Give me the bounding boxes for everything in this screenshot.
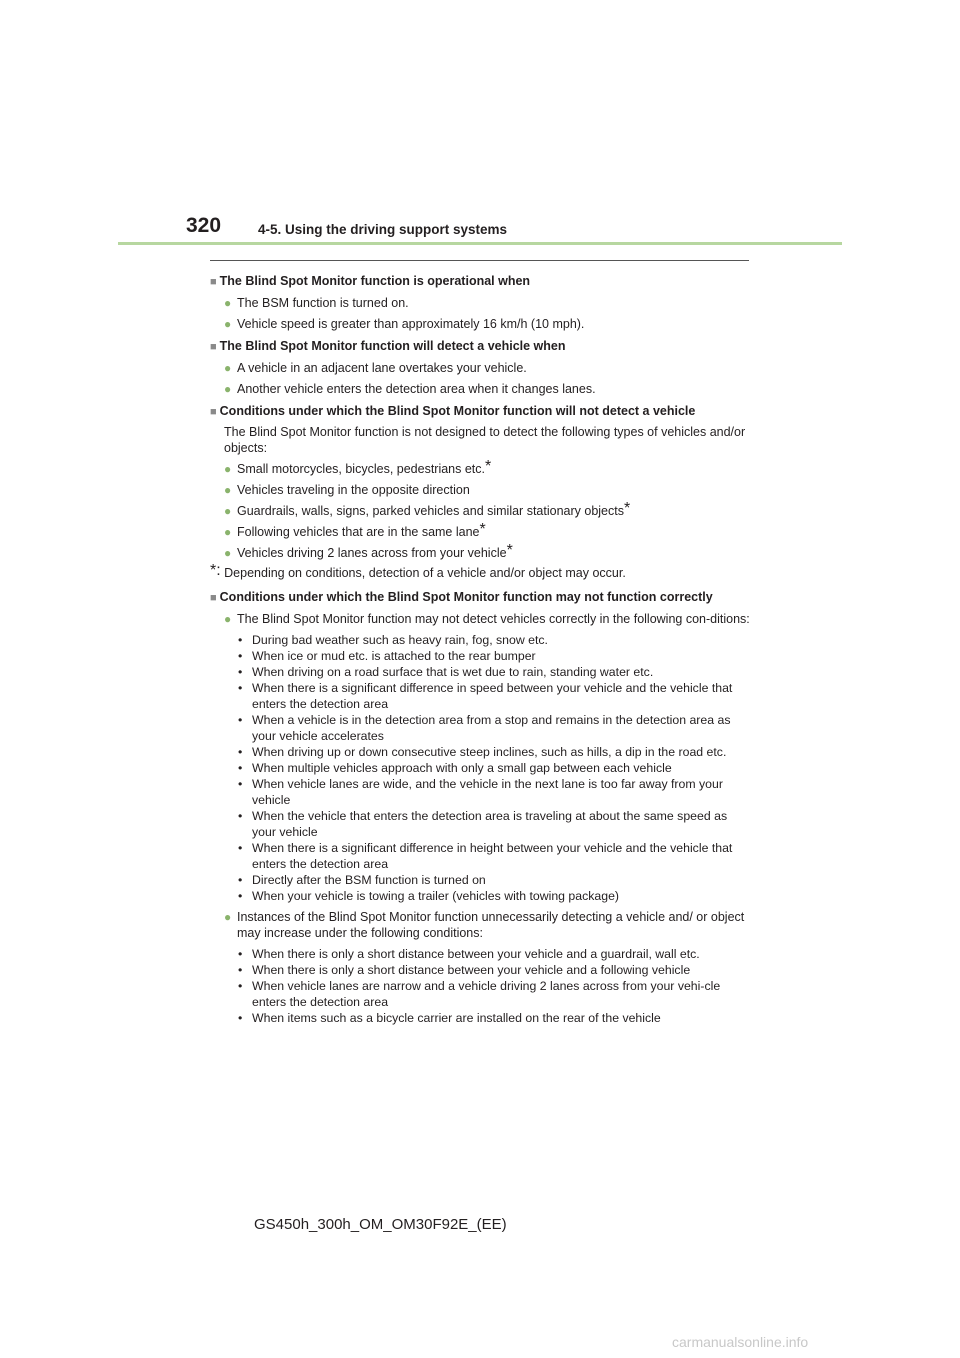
section-intro: The Blind Spot Monitor function is not designed to detect the following types of vehicles and/or objects: (224, 425, 746, 455)
page-content (210, 270, 750, 1028)
square-bullet-icon: ■ (210, 341, 217, 353)
list-item: • When there is only a short distance between your vehicle and a following vehicle (238, 963, 691, 977)
dot-bullet-icon: • (238, 713, 243, 727)
circle-bullet-icon: ● (224, 910, 232, 924)
list-item: • When vehicle lanes are wide, and the vehicle in the next lane is too far away from your vehicle (238, 777, 723, 807)
document-code: GS450h_300h_OM_OM30F92E_(EE) (254, 1216, 507, 1233)
bullet-item: ● Another vehicle enters the detection area when it changes lanes. (224, 382, 596, 396)
circle-bullet-icon: ● (224, 361, 232, 375)
section-divider (210, 260, 749, 261)
chapter-title: 4-5. Using the driving support systems (258, 222, 508, 237)
footnote-mark: *: (210, 562, 221, 579)
section-heading-detect: ■ The Blind Spot Monitor function will detect a vehicle when (210, 339, 566, 353)
square-bullet-icon: ■ (210, 592, 217, 604)
dot-bullet-icon: • (238, 633, 243, 647)
section-heading-not-function: ■ Conditions under which the Blind Spot Monitor function may not function correctly (210, 590, 713, 604)
bullet-item: ● Vehicle speed is greater than approximately 16 km/h (10 mph). (224, 317, 585, 331)
asterisk-mark: * (485, 458, 492, 475)
circle-bullet-icon: ● (224, 483, 232, 497)
list-item: • When there is a significant difference in speed between your vehicle and the vehicle that enters the detection area (238, 681, 733, 711)
dot-bullet-icon: • (238, 873, 243, 887)
dot-bullet-icon: • (238, 947, 243, 961)
bullet-item: ● Vehicles driving 2 lanes across from your vehicle* (224, 542, 513, 560)
bullet-item: ● The BSM function is turned on. (224, 296, 409, 310)
dot-bullet-icon: • (238, 649, 243, 663)
list-item: • When driving up or down consecutive steep inclines, such as hills, a dip in the road etc. (238, 745, 727, 759)
list-item: • When multiple vehicles approach with only a small gap between each vehicle (238, 761, 672, 775)
asterisk-mark: * (506, 542, 513, 559)
list-item: • When ice or mud etc. is attached to the rear bumper (238, 649, 536, 663)
dot-bullet-icon: • (238, 745, 243, 759)
list-item: • When driving on a road surface that is wet due to rain, standing water etc. (238, 665, 654, 679)
watermark: carmanualsonline.info (672, 1334, 809, 1350)
dot-bullet-icon: • (238, 681, 243, 695)
circle-bullet-icon: ● (224, 462, 232, 476)
circle-bullet-icon: ● (224, 612, 232, 626)
dot-bullet-icon: • (238, 889, 243, 903)
header-rule (118, 242, 842, 245)
asterisk-mark: * (479, 521, 486, 538)
circle-bullet-icon: ● (224, 296, 232, 310)
bullet-item: ● Guardrails, walls, signs, parked vehicles and similar stationary objects* (224, 500, 631, 518)
list-item: • When there is a significant difference in height between your vehicle and the vehicle that enters the detection area (238, 841, 733, 871)
square-bullet-icon: ■ (210, 276, 217, 288)
circle-bullet-icon: ● (224, 546, 232, 560)
dot-bullet-icon: • (238, 777, 243, 791)
dot-bullet-icon: • (238, 665, 243, 679)
page-number: 320 (186, 214, 222, 237)
circle-bullet-icon: ● (224, 504, 232, 518)
dot-bullet-icon: • (238, 809, 243, 823)
circle-bullet-icon: ● (224, 382, 232, 396)
square-bullet-icon: ■ (210, 406, 217, 418)
bullet-item: ● The Blind Spot Monitor function may not detect vehicles correctly in the following con-ditions: (224, 612, 750, 626)
asterisk-mark: * (623, 500, 631, 517)
section-heading-operational: ■ The Blind Spot Monitor function is operational when (210, 274, 531, 288)
list-item: • During bad weather such as heavy rain, fog, snow etc. (238, 633, 548, 647)
bullet-item: ● Small motorcycles, bicycles, pedestrians etc.* (224, 458, 492, 476)
list-item: • When the vehicle that enters the detection area is traveling at about the same speed as your vehicle (238, 809, 728, 839)
bullet-item: ● Following vehicles that are in the same lane* (224, 521, 486, 539)
condition-list-b (238, 946, 750, 1026)
condition-list-a (238, 632, 750, 904)
bullet-item: ● Instances of the Blind Spot Monitor function unnecessarily detecting a vehicle and/ or object may increase under the following conditions: (224, 910, 745, 940)
list-item: • When your vehicle is towing a trailer (vehicles with towing package) (238, 889, 620, 903)
list-item: • Directly after the BSM function is turned on (238, 873, 486, 887)
footnote: *: Depending on conditions, detection of a vehicle and/or object may occur. (210, 562, 626, 580)
dot-bullet-icon: • (238, 963, 243, 977)
dot-bullet-icon: • (238, 1011, 243, 1025)
circle-bullet-icon: ● (224, 317, 232, 331)
bullet-item: ● A vehicle in an adjacent lane overtakes your vehicle. (224, 361, 527, 375)
list-item: • When a vehicle is in the detection area from a stop and remains in the detection area as your vehicle accelerates (238, 713, 731, 743)
section-heading-not-detect: ■ Conditions under which the Blind Spot Monitor function will not detect a vehicle (210, 404, 696, 418)
dot-bullet-icon: • (238, 761, 243, 775)
circle-bullet-icon: ● (224, 525, 232, 539)
list-item: • When items such as a bicycle carrier are installed on the rear of the vehicle (238, 1011, 661, 1025)
dot-bullet-icon: • (238, 979, 243, 993)
bullet-item: ● Vehicles traveling in the opposite direction (224, 483, 470, 497)
list-item: • When there is only a short distance between your vehicle and a guardrail, wall etc. (238, 947, 700, 961)
dot-bullet-icon: • (238, 841, 243, 855)
list-item: • When vehicle lanes are narrow and a vehicle driving 2 lanes across from your vehi-cle enters the detection area (238, 979, 721, 1009)
